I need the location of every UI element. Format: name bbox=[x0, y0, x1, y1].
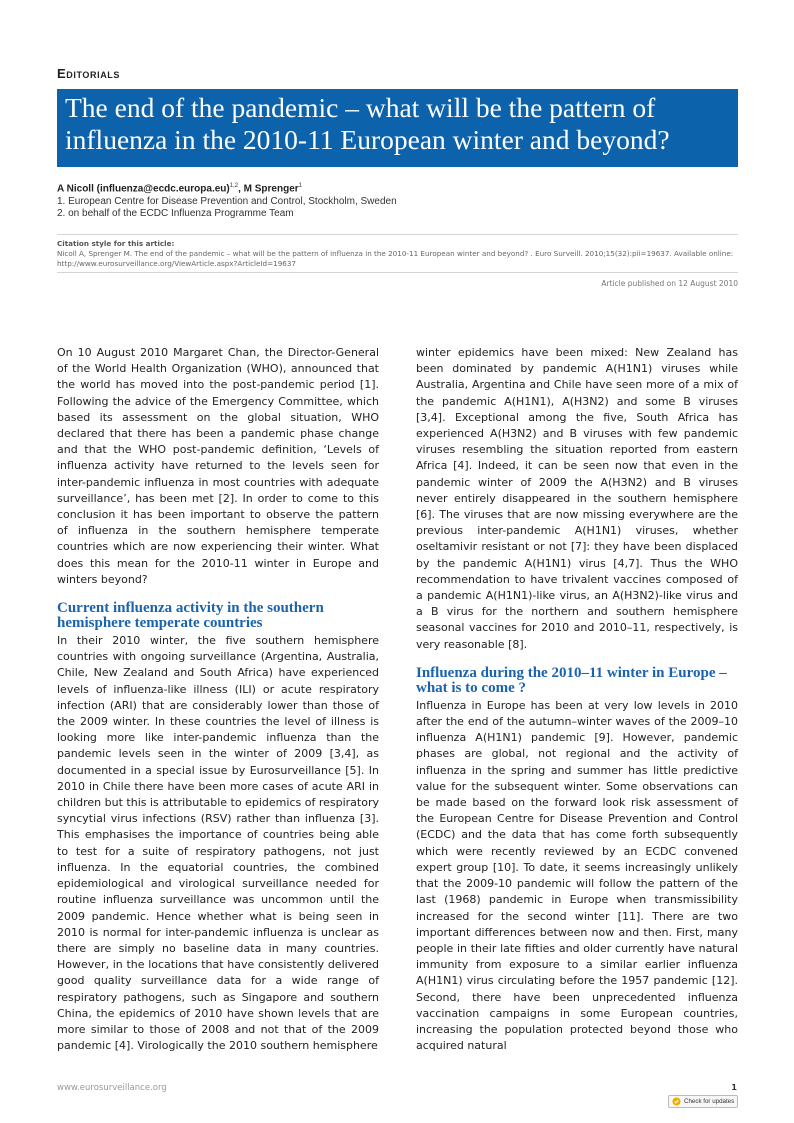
refresh-icon bbox=[672, 1097, 681, 1106]
body-paragraph-1-cont: winter epidemics have been mixed: New Zealand has been dominated by pandemic A(H1N1) viruses while Australia, Argentina and Chile have seen more of a mix of the pandemic A(H1N1), A(H3N2) and some B viruses [3,4]. Exceptional among the five, South Africa has experienced A(H3N2) and B viruses with few pandemic viruses resembling the situation reported from eastern Africa [4]. Indeed, it can be seen now that even in the pandemic winter of 2009 the A(H3N2) and B viruses never entirely disappeared in the southern hemisphere [6]. The viruses that are now missing everywhere are the previous inter-pandemic A(H1N1) viruses, whether oseltamivir resistant or not [7]: they have been displaced by the pandemic A(H1N1) virus [4,7]. Thus the WHO recommendation to have trivalent vaccines composed of a pandemic A(H1N1)-like virus, an A(H3N2)-like virus and a B virus for the northern and southern hemisphere seasonal vaccines for 2010 and 2010–11, respectively, is very reasonable [8]. bbox=[416, 346, 738, 651]
author-2: , M Sprenger bbox=[238, 183, 299, 195]
page-number: 1 bbox=[731, 1083, 737, 1092]
intro-paragraph: On 10 August 2010 Margaret Chan, the Director-General of the World Health Organization (WHO), announced that the world has moved into the post-pandemic period [1]. Following the advice of the Emergency Committee, which based its assessment on the global situation, WHO declared that there has been a pandemic phase change and that the WHO post-pandemic definition, ‘Levels of influenza activity have returned to the levels seen for inter-pandemic influenza in most countries with adequate surveillance’, has been met [2]. In order to come to this conclusion it has been important to observe the pattern of influenza in the southern hemisphere temperate countries which are now experiencing their winter. What does this mean for the 2010-11 winter in Europe and winters beyond? bbox=[57, 346, 379, 586]
section-heading-2: Influenza during the 2010–11 winter in Europe – what is to come ? bbox=[416, 664, 727, 696]
citation-label: Citation style for this article: bbox=[57, 239, 175, 248]
affiliation-2: 2. on behalf of the ECDC Influenza Programme Team bbox=[57, 208, 294, 220]
divider-bottom bbox=[57, 272, 738, 273]
journal-url[interactable]: www.eurosurveillance.org bbox=[57, 1083, 167, 1093]
author-1: A Nicoll (influenza@ecdc.europa.eu) bbox=[57, 183, 230, 195]
divider-top bbox=[57, 234, 738, 235]
author-2-affiliation: 1 bbox=[298, 183, 303, 189]
author-block bbox=[57, 180, 738, 221]
section-label: Editorials bbox=[57, 66, 121, 81]
title-banner bbox=[57, 89, 738, 167]
author-1-affiliation: 1,2 bbox=[229, 183, 239, 189]
citation-text: Nicoll A, Sprenger M. The end of the pandemic – what will be the pattern of influenza in the 2010-11 European winter and beyond? . Euro Surveill. 2010;15(32):pii=19637. Available online: http://www.eurosurveillance.org/ViewArticle.aspx?ArticleId=19637 bbox=[57, 249, 734, 268]
author-names bbox=[57, 180, 738, 196]
check-updates-label: Check for updates bbox=[684, 1098, 735, 1105]
body-column-right bbox=[416, 345, 738, 1054]
check-updates-button[interactable] bbox=[668, 1095, 738, 1108]
article-title: The end of the pandemic – what will be the pattern of influenza in the 2010-11 European winter and beyond? bbox=[65, 92, 670, 155]
publish-date: Article published on 12 August 2010 bbox=[601, 279, 738, 288]
body-paragraph-2: Influenza in Europe has been at very low levels in 2010 after the end of the autumn–winter waves of the 2009–10 influenza A(H1N1) pandemic [9]. However, pandemic phases are global, not regional and the activity of influenza in the spring and summer has little predictive value for the subsequent winter. Some observations can be made based on the forward look risk assessment of the European Centre for Disease Prevention and Control (ECDC) and the data that has come forth subsequently which were recently reviewed by an ECDC convened expert group [10]. To date, it seems increasingly unlikely that the 2009-10 pandemic will follow the pattern of the last (1968) pandemic in Europe when transmissibility increased for the second winter [11]. There are two important differences between now and then. First, many people in their late fifties and older currently have natural immunity from exposure to a similar earlier influenza A(H1N1) virus circulating before the 1957 pandemic [12]. Second, there have been unprecedented influenza vaccination campaigns in some European countries, increasing the population protected beyond those who acquired natural bbox=[416, 698, 738, 1053]
body-column-left bbox=[57, 345, 379, 1054]
body-paragraph-1: In their 2010 winter, the five southern hemisphere countries with ongoing surveillance (Argentina, Australia, Chile, New Zealand and South Africa) have experienced levels of influenza-like illness (ILI) or acute respiratory infection (ARI) that are considerably lower than those of the 2009 winter. In these countries the level of illness is looking more like inter-pandemic influenza than the pandemic levels seen in the winter of 2009 [3,4], as documented in a special issue by Eurosurveillance [5]. In 2010 in Chile there have been more cases of acute ARI in children but this is attributable to epidemics of respiratory syncytial virus infections (RSV) rather than influenza [3]. This emphasises the importance of countries being able to test for a suite of respiratory pathogens, not just influenza. In the equatorial countries, the combined epidemiological and virological surveillance needed for routine influenza surveillance was uncommon until the 2009 pandemic. Hence whether what is being seen in 2010 is normal for inter-pandemic influenza is unclear as there are simply no baseline data in many countries. However, in the locations that have consistently delivered good quality surveillance data for a wide range of respiratory pathogens, such as Singapore and southern China, the epidemics of 2010 have shown levels that are more similar to those of 2008 and not that of the 2009 pandemic [4]. Virologically the 2010 southern hemisphere bbox=[57, 634, 379, 1053]
citation-block bbox=[57, 239, 738, 269]
section-heading-1: Current influenza activity in the southern hemisphere temperate countries bbox=[57, 600, 324, 632]
affiliation-1: 1. European Centre for Disease Prevention and Control, Stockholm, Sweden bbox=[57, 195, 397, 207]
